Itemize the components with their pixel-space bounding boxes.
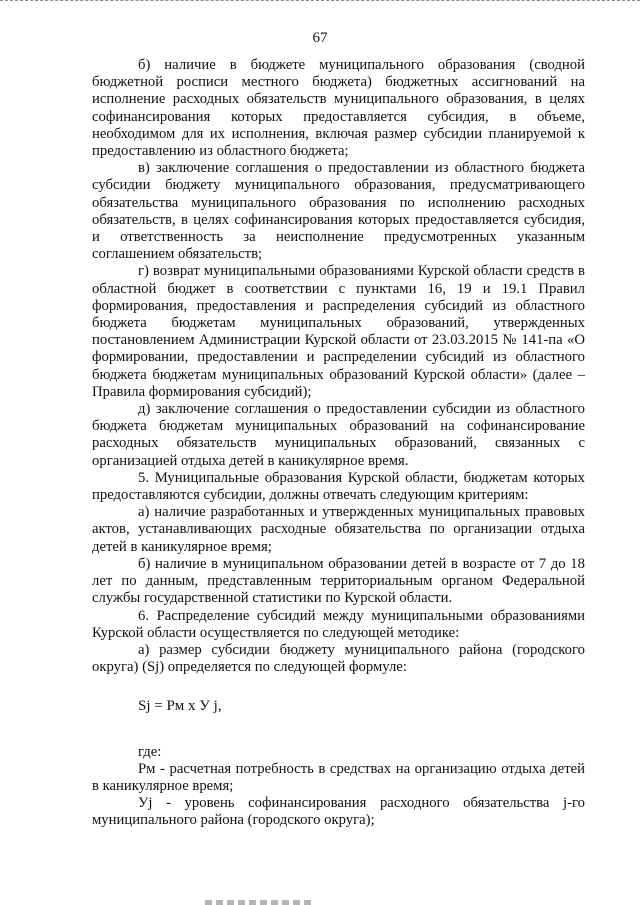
subsidy-formula: Sj = Рм х У j,	[138, 698, 222, 715]
paragraph-v-subsidy-agreement: в) заключение соглашения о предоставлении из областного бюджета субсидии бюджету муниципального образования, предусматривающего обязательства муниципального образования по исполнению расходных обязательств, в целях софинансирования которых предоставляется субсидия, и ответственность за неисполнение предусмотренных указанным соглашением обязательств;	[92, 160, 585, 263]
paragraph-6-distribution: 6. Распределение субсидий между муниципальными образованиями Курской области осуществляется по следующей методике:	[92, 607, 585, 641]
paragraph-5-criteria: 5. Муниципальные образования Курской области, бюджетам которых предоставляются субсидии, должны отвечать следующим критериям:	[92, 469, 585, 504]
paragraph-g-funds-return: г) возврат муниципальными образованиями Курской области средств в областной бюджет в соответствии с пунктами 16, 19 и 19.1 Правил формирования, предоставления и распределения субсидий из областного бюджета бюджетам муниципальных образований, утвержденных постановлением Администрации Курской области от 23.03.2015 № 141-па «О формировании, предоставлении и распределении субсидий из областного бюджета бюджетам муниципальных образований Курской области» (далее – Правила формирования субсидий);	[92, 263, 585, 400]
paragraph-5a-legal-acts: а) наличие разработанных и утвержденных муниципальных правовых актов, устанавливающих расходные обязательства по организации отдыха детей в каникулярное время;	[92, 504, 585, 555]
definition-uj: Уj - уровень софинансирования расходного обязательства j-го муниципального района (городского округа);	[92, 795, 585, 829]
paragraph-5b-children-count: б) наличие в муниципальном образовании детей в возрасте от 7 до 18 лет по данным, представленным территориальным органом Федеральной службы государственной статистики по Курской области.	[92, 555, 585, 607]
document-body	[92, 57, 585, 830]
page-number: 67	[312, 30, 328, 46]
paragraph-b-budget-allocations: б) наличие в бюджете муниципального образования (сводной бюджетной росписи местного бюджета) бюджетных ассигнований на исполнение расходных обязательств муниципального образования, в целях софинансирования которых предоставляется субсидия, в объеме, необходимом для их исполнения, включая размер субсидии планируемой к предоставлению из областного бюджета;	[92, 57, 585, 160]
scan-top-border	[0, 0, 640, 1]
scan-bottom-artifact	[205, 900, 315, 905]
paragraph-6a-subsidy-size: а) размер субсидии бюджету муниципального района (городского округа) (Sj) определяется по следующей формуле:	[92, 641, 585, 676]
paragraph-d-cofinancing-agreement: д) заключение соглашения о предоставлении субсидии из областного бюджета бюджетам муниципальных образований на софинансирование расходных обязательств муниципальных образований, связанных с организацией отдыха детей в каникулярное время.	[92, 401, 585, 469]
definition-rm: Рм - расчетная потребность в средствах на организацию отдыха детей в каникулярное время;	[92, 760, 585, 794]
where-label: где:	[138, 743, 162, 760]
